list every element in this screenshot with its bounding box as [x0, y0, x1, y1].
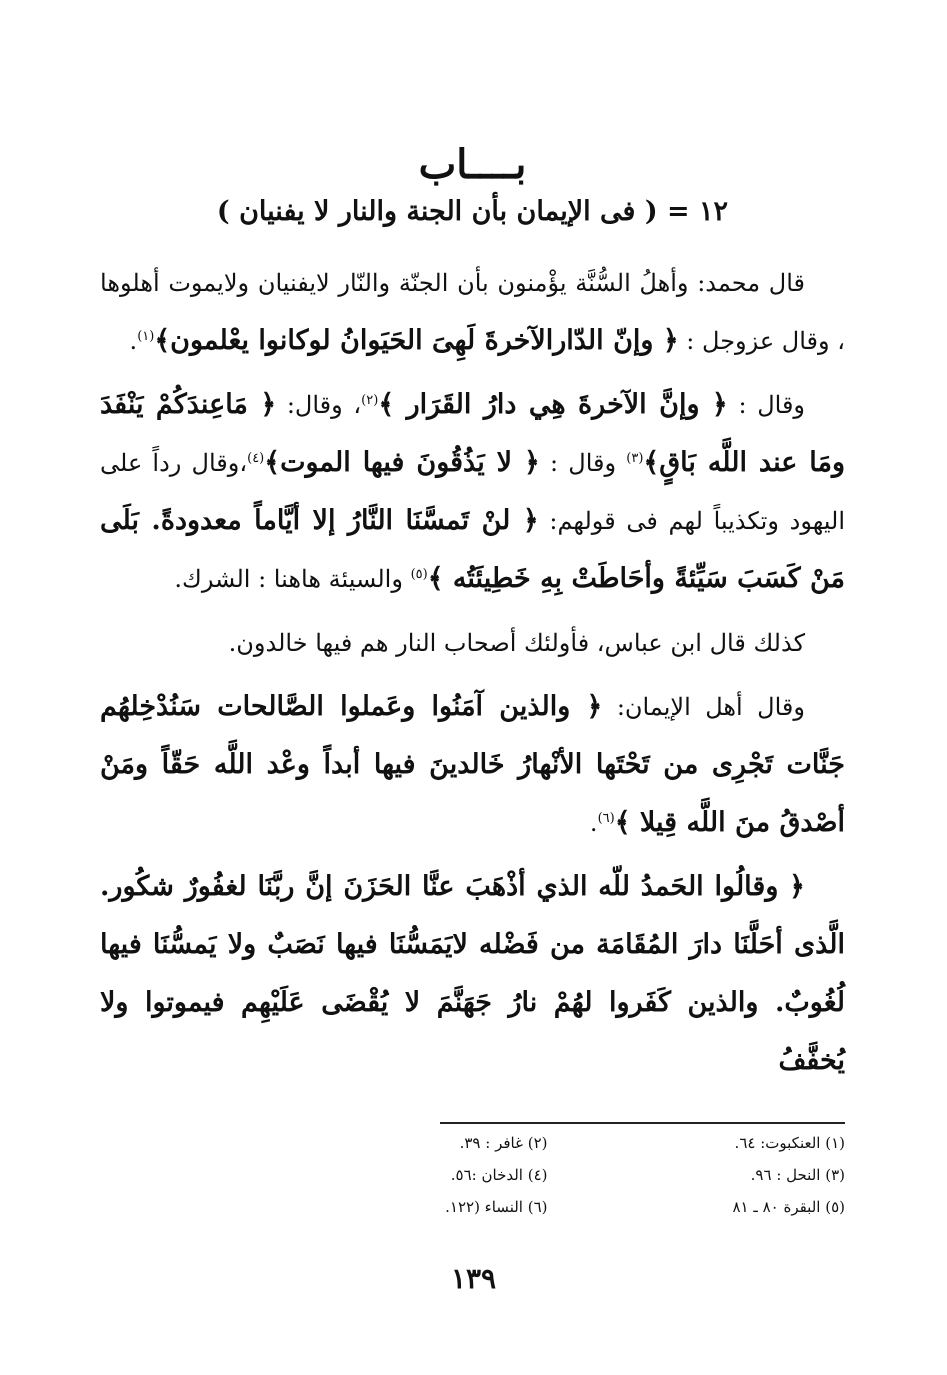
footnote-6: (٦) النساء (١٢٢. [445, 1198, 548, 1216]
page-number: ١٣٩ [450, 1262, 497, 1295]
footnote-ref: (١) [137, 329, 155, 344]
footnote-ref: (٦) [597, 811, 615, 826]
footnotes [270, 1128, 845, 1222]
quran-verse: ﴿ وقالُوا الحَمدُ للّه الذي أذْهَبَ عنَّا الحَزَنَ إنَّ ربَّنَا لغفُورٌ شكُور. الَّذى أحَلَّنَا دارَ المُقَامَة من فَضْله لايَمَسُّنَا فيها نَصَبٌ ولا يَمسُّنَا فيها لُغُوبٌ. والذين كَفَروا لهُمْ نارُ جَهَنَّمَ لا يُقْضَى عَلَيْهِم فيموتوا ولا يُخفَّفُ [100, 871, 845, 1076]
footnote-divider [440, 1122, 845, 1124]
text: كذلك قال ابن عباس، فأولئك أصحاب النار هم فيها خالدون. [228, 629, 805, 657]
footnote-ref: (٤) [247, 451, 265, 466]
paragraph-2 [100, 376, 845, 608]
quran-verse: ﴿ وإنّ الدّارالآخرةَ لَهِىَ الحَيَوانُ لوكانوا يعْلمون﴾ [154, 325, 679, 356]
footnote-ref: (٣) [626, 451, 644, 466]
text: . [129, 327, 138, 355]
paragraph-4 [100, 678, 845, 852]
footnote-ref: (٢) [361, 393, 379, 408]
paragraph-3 [100, 614, 845, 672]
footnote-5: (٥) البقرة ٨٠ ـ ٨١ [732, 1198, 845, 1216]
text: وقال : [550, 449, 627, 477]
text: . [589, 809, 598, 837]
quran-verse: ﴿ لا يَذُقُونَ فيها الموت﴾ [264, 447, 540, 478]
chapter-heading: بــــاب [418, 141, 527, 188]
text: وقال أهل الإيمان: [616, 693, 805, 721]
footnote-4: (٤) الدخان :٥٦. [450, 1166, 548, 1184]
quran-verse: ﴿ والذين آمَنُوا وعَملوا الصَّالحات سَنُدْخِلهُم جَنَّات تَجْرِى من تَحْتَها الأنْهارُ خَالدينَ فيها أبداً وعْد اللَّه حَقّاً ومَنْ أصْدقُ منَ اللَّه قِيلا ﴾ [100, 691, 845, 838]
paragraph-5 [100, 858, 845, 1090]
paragraph-1 [100, 254, 845, 370]
footnote-2: (٢) غافر : ٣٩. [459, 1134, 548, 1152]
text: قال محمد: وأهلُ السُّنَّة يؤْمنون بأن الجنّة والنّار لايفنيان ولايموت أهلوها ، وقال عزوجل : [100, 269, 845, 355]
quran-verse: ﴿ لنْ تَمسَّنَا النَّارُ إلا أيَّاماً معدودةً. بَلَى مَنْ كَسَبَ سَيِّئةً وأحَاطَتْ بِهِ خَطِيئَتُه ﴾ [100, 505, 845, 594]
footnote-1: (١) العنكبوت: ٦٤. [734, 1134, 845, 1152]
chapter-title: ١٢ = ( فى الإيمان بأن الجنة والنار لا يفنيان ) [216, 196, 729, 227]
quran-verse: ﴿ وإنَّ الآخرةَ هِي دارُ القَرَار ﴾ [378, 389, 728, 420]
quran-verse: ﴿ مَاعِندَكُمْ يَنْفَدَ ومَا عند اللَّه بَاقٍ﴾ [100, 389, 846, 478]
text: ، وقال: [286, 391, 362, 419]
footnote-3: (٣) النحل : ٩٦. [750, 1166, 845, 1184]
text: والسيئة هاهنا : الشرك. [174, 565, 411, 593]
footnote-ref: (٥) [410, 567, 428, 582]
page-body [100, 140, 845, 1096]
text: ،وقال رداً على اليهود وتكذيباً لهم فى قولهم: [100, 449, 845, 535]
text: وقال : [738, 391, 806, 419]
